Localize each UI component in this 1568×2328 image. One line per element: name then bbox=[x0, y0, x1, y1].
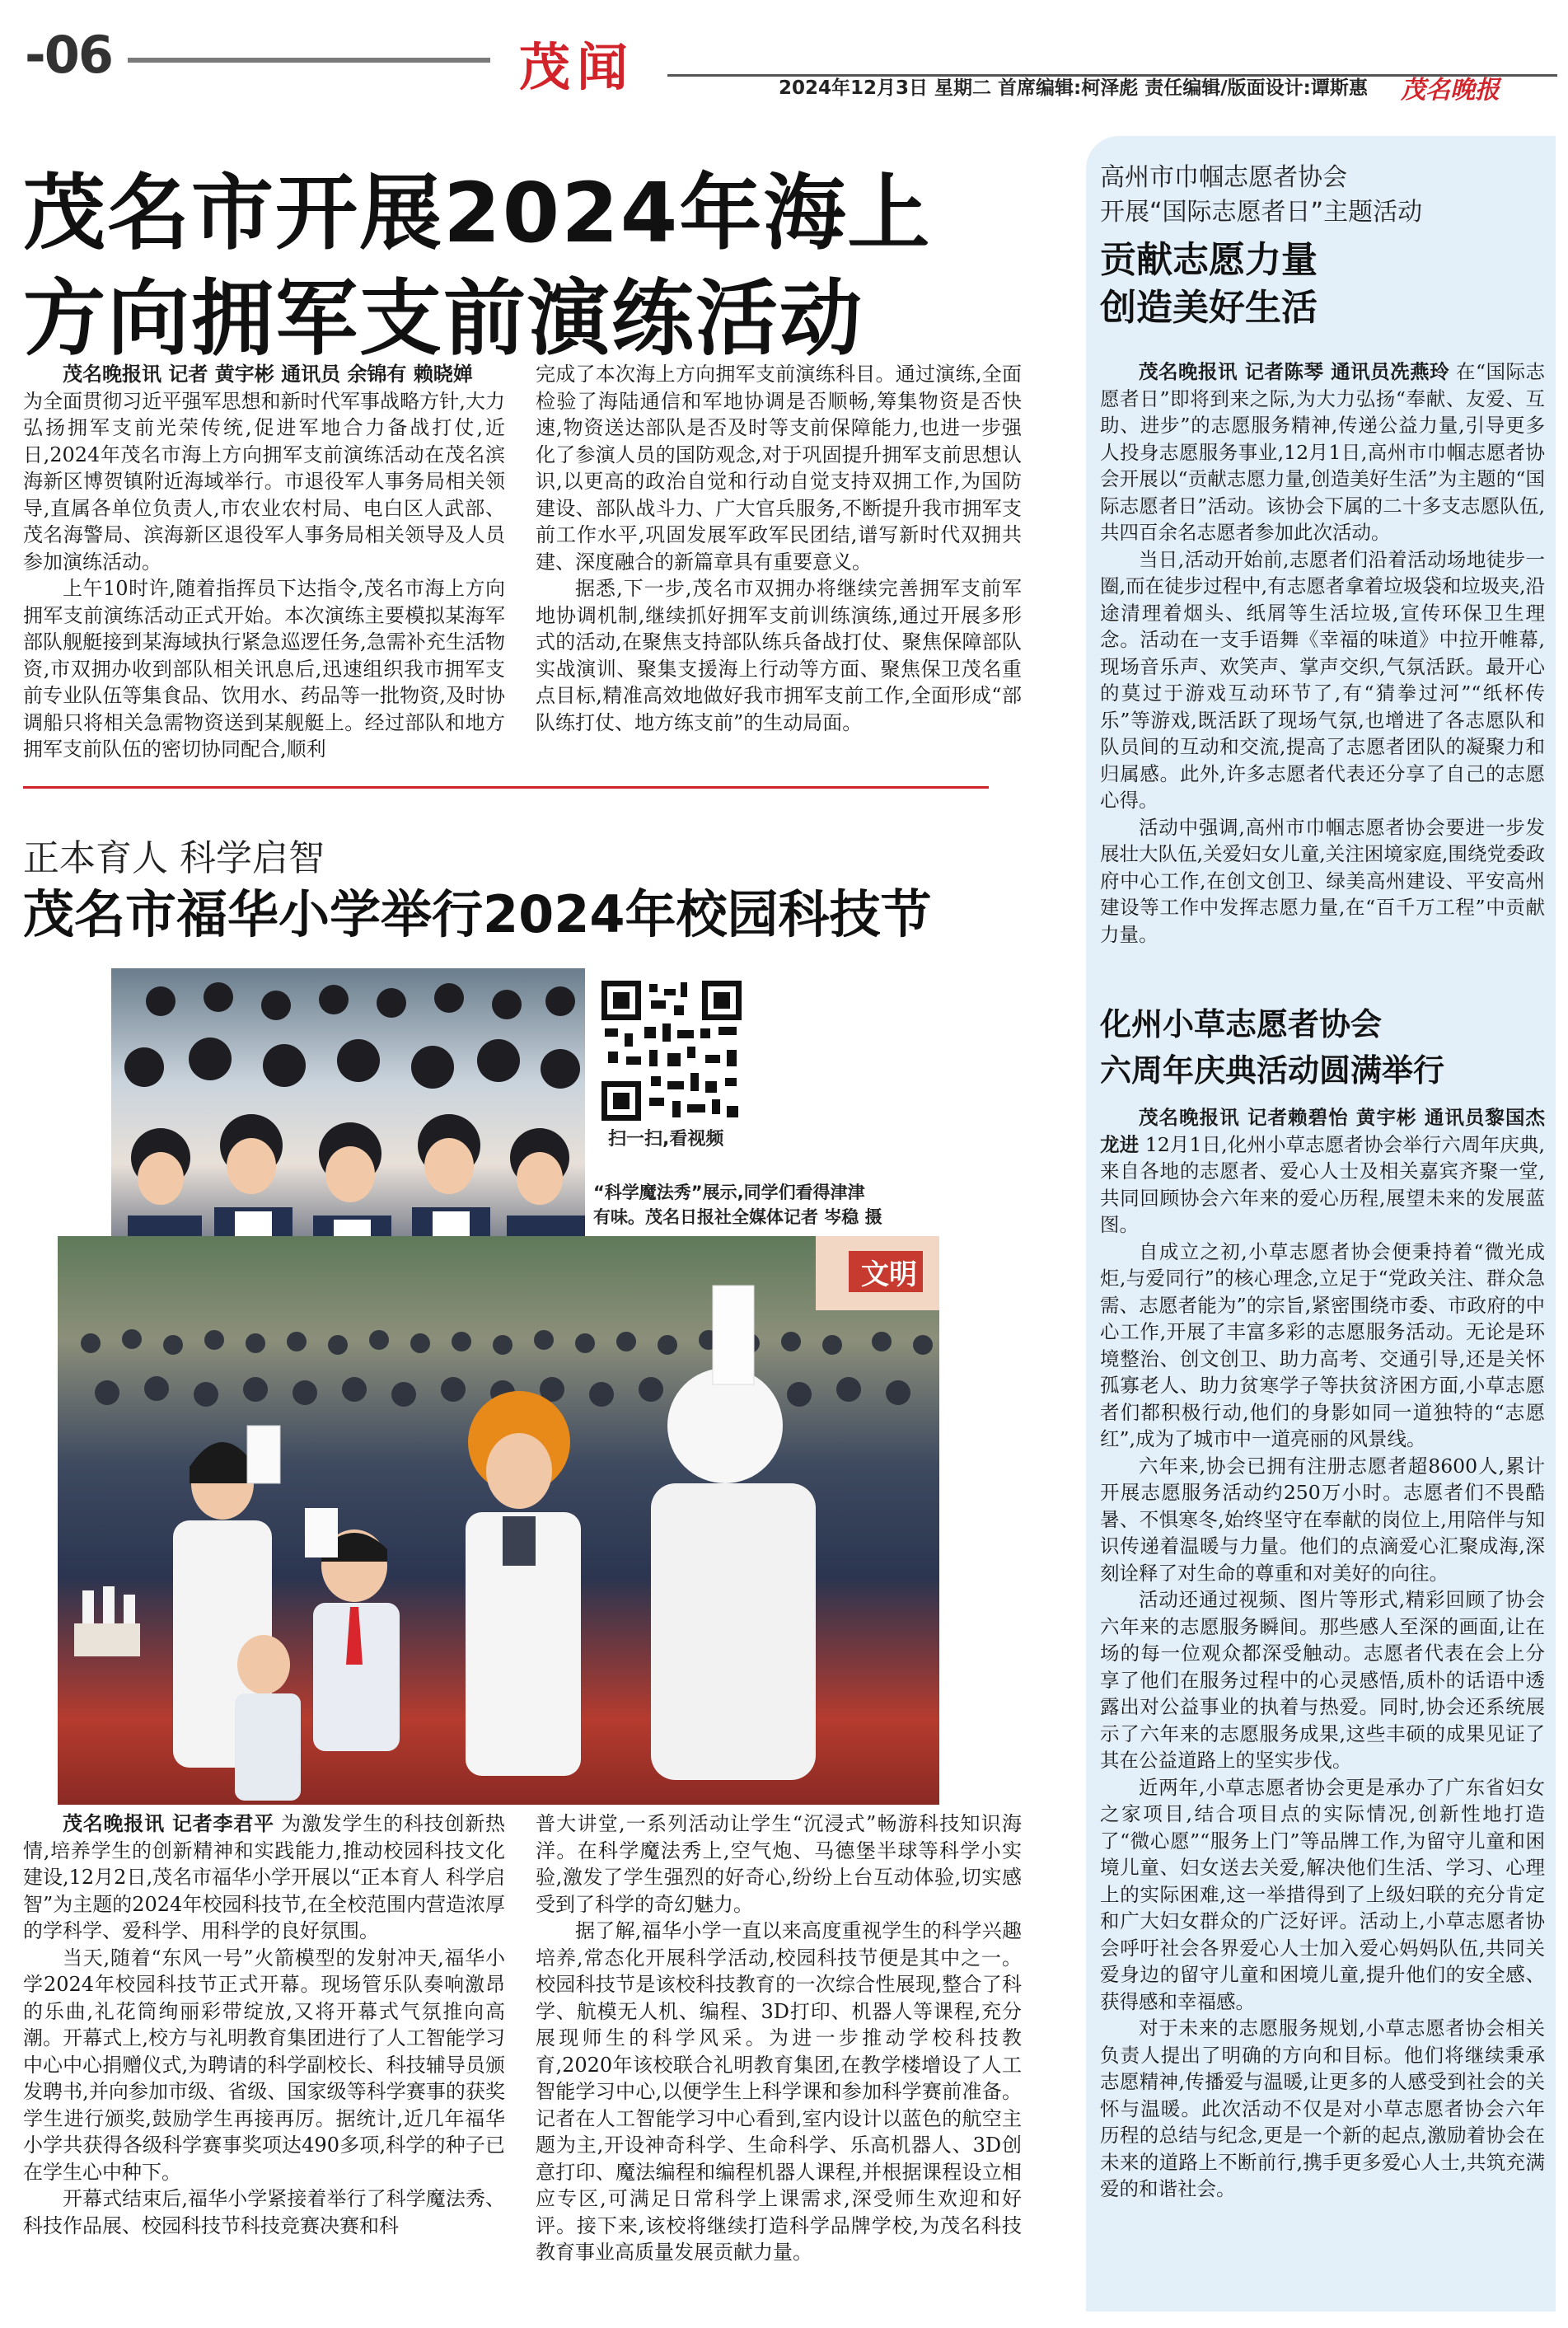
article1-headline bbox=[23, 161, 1078, 372]
article2-headline: 茂名市福华小学举行2024年校园科技节 bbox=[23, 884, 932, 944]
photo-caption-line1: “科学魔法秀”展示,同学们看得津津 bbox=[593, 1183, 865, 1202]
section-name: 茂闻 bbox=[519, 37, 635, 97]
paragraph: 据悉,下一步,茂名市双拥办将继续完善拥军支前军地协调机制,继续抓好拥军支前训练演练,通过开展多形式的活动,在聚焦支持部队练兵备战打仗、聚焦保障部队实战演训、聚集支援海上行动等方面、聚焦保卫茂名重点目标,精准高效地做好我市拥军支前工作,全面形成“部队练打仗、地方练支前”的生动局面。 bbox=[536, 577, 1022, 734]
banner-text: 文明 bbox=[861, 1258, 917, 1291]
article2-column-1 bbox=[23, 1810, 505, 2239]
section-divider bbox=[23, 786, 989, 789]
paragraph: 对于未来的志愿服务规划,小草志愿者协会相关负责人提出了明确的方向和目标。他们将继续秉承志愿精神,传播爱与温暖,让更多的人感受到社会的关怀与温暖。此次活动不仅是对小草志愿者协会六年历程的总结与纪念,更是一个新的起点,激励着协会在未来的道路上不断前行,携手更多爱心人士,共筑充满爱的和谐社会。 bbox=[1100, 2017, 1545, 2200]
article1-column-1 bbox=[23, 361, 505, 763]
photo-caption-line2: 有味。茂名日报社全媒体记者 岑稳 摄 bbox=[593, 1207, 882, 1227]
paragraph: 为激发学生的科技创新热情,培养学生的创新精神和实践能力,推动校园科技文化建设,12月2日,茂名市福华小学开展以“正本育人 科学启智”为主题的2024年校园科技节,在全校范围内营造浓厚的学科学、爱科学、用科学的良好氛围。 bbox=[23, 1812, 505, 1942]
paragraph: 自成立之初,小草志愿者协会便秉持着“微光成炬,与爱同行”的核心理念,立足于“党政关注、群众急需、志愿者能为”的宗旨,紧密围绕市委、市政府的中心工作,开展了丰富多彩的志愿服务活动。无论是环境整治、创文创卫、助力高考、交通引导,还是关怀孤寡老人、助力贫寒学子等扶贫济困方面,小草志愿者们都积极行动,他们的身影如同一道独特的“志愿红”,成为了城市中一道亮丽的风景线。 bbox=[1100, 1239, 1545, 1450]
byline: 茂名晚报讯 记者陈琴 通讯员冼燕玲 bbox=[1139, 360, 1450, 383]
article3-title-line1: 贡献志愿力量 bbox=[1100, 239, 1318, 281]
article4-title bbox=[1100, 1001, 1545, 1094]
article3-title-line2: 创造美好生活 bbox=[1100, 287, 1318, 329]
article3 bbox=[1100, 161, 1545, 332]
qr-label: 扫一扫,看视频 bbox=[608, 1129, 724, 1150]
paragraph: 近两年,小草志愿者协会更是承办了广东省妇女之家项目,结合项目点的实际情况,创新性地打造了“微心愿”“服务上门”等品牌工作,为留守儿童和困境儿童、妇女送去关爱,解决他们生活、学习、心理上的实际困难,这一举措得到了上级妇联的充分肯定和广大妇女群众的广泛好评。活动上,小草志愿者协会呼吁社会各界爱心人士加入爱心妈妈队伍,共同关爱身边的留守儿童和困境儿童,提升他们的安全感、获得感和幸福感。 bbox=[1100, 1775, 1545, 2013]
paragraph: 上午10时许,随着指挥员下达指令,茂名市海上方向拥军支前演练活动正式开始。本次演练主要模拟某海军部队舰艇接到某海域执行紧急巡逻任务,急需补充生活物资,市双拥办收到部队相关讯息后,迅速组织我市拥军支前专业队伍等集食品、饮用水、药品等一批物资,及时协调船只将相关急需物资送到某舰艇上。经过部队和地方拥军支前队伍的密切协同配合,顺利 bbox=[23, 577, 505, 761]
article4-title-line1: 化州小草志愿者协会 bbox=[1100, 1006, 1383, 1042]
article3-body bbox=[1100, 358, 1545, 948]
paragraph: 活动中强调,高州市巾帼志愿者协会要进一步发展壮大队伍,关爱妇女儿童,关注困境家庭,围绕党委政府中心工作,在创文创卫、绿美高州建设、平安高州建设等工作中发挥志愿力量,在“百千万工程”中贡献力量。 bbox=[1100, 815, 1545, 946]
paragraph: 完成了本次海上方向拥军支前演练科目。通过演练,全面检验了海陆通信和军地协调是否顺畅,筹集物资是否快速,物资送达部队是否及时等支前保障能力,也进一步强化了参演人员的国防观念,对于巩固提升拥军支前思想认识,以更高的政治自觉和行动自觉支持双拥工作,为国防建设、部队战斗力、广大官兵服务,不断提升我市拥军支前工作水平,巩固发展军政军民团结,谱写新时代双拥共建、深度融合的新篇章具有重要意义。 bbox=[536, 363, 1022, 574]
headline-line: 茂名市开展2024年海上 bbox=[23, 165, 932, 261]
science-show-photo bbox=[58, 1236, 939, 1805]
headline-line: 方向拥军支前演练活动 bbox=[23, 270, 864, 367]
paragraph: 六年来,协会已拥有注册志愿者超8600人,累计开展志愿服务活动约250万小时。志愿者们不畏酷暑、不惧寒冬,始终坚守在奉献的岗位上,用陪伴与知识传递着温暖与力量。他们的点滴爱心汇聚成海,深刻诠释了对生命的尊重和对美好的向往。 bbox=[1100, 1454, 1545, 1585]
article3-kicker-line1: 高州市巾帼志愿者协会 bbox=[1100, 163, 1347, 192]
byline: 茂名晚报讯 记者李君平 bbox=[63, 1812, 274, 1835]
article2-kicker: 正本育人 科学启智 bbox=[23, 837, 325, 879]
paragraph: 为全面贯彻习近平强军思想和新时代军事战略方针,大力弘扬拥军支前光荣传统,促进军地合力备战打仗,近日,2024年茂名市海上方向拥军支前演练活动在茂名滨海新区博贺镇附近海域举行。市退役军人事务局相关领导,直属各单位负责人,市农业农村局、电白区人武部、茂名海警局、滨海新区退役军人事务局相关领导及人员参加演练活动。 bbox=[23, 389, 505, 574]
article4-body bbox=[1100, 1104, 1545, 2203]
article2-column-2 bbox=[536, 1810, 1022, 2266]
paragraph: 据了解,福华小学一直以来高度重视学生的科学兴趣培养,常态化开展科学活动,校园科技节便是其中之一。校园科技节是该校科技教育的一次综合性展现,整合了科学、航模无人机、编程、3D打印、机器人等课程,充分展现师生的科学风采。为进一步推动学校科技教育,2020年该校联合礼明教育集团,在教学楼增设了人工智能学习中心,以便学生上科学课和参加科学赛前准备。记者在人工智能学习中心看到,室内设计以蓝色的航空主题为主,开设神奇科学、生命科学、乐高机器人、3D创意打印、魔法编程和编程机器人课程,并根据课程设立相应专区,可满足日常科学上课需求,深受师生欢迎和好评。接下来,该校将继续打造科学品牌学校,为茂名科技教育事业高质量发展贡献力量。 bbox=[536, 1919, 1022, 2264]
qr-code-icon bbox=[601, 981, 742, 1121]
paragraph: 当日,活动开始前,志愿者们沿着活动场地徒步一圈,而在徒步过程中,有志愿者拿着垃圾袋和垃圾夹,沿途清理着烟头、纸屑等生活垃圾,宣传环保卫生理念。活动在一支手语舞《幸福的味道》中拉开帷幕,现场音乐声、欢笑声、掌声交织,气氛活跃。最开心的莫过于游戏互动环节了,有“猜拳过河”“纸杯传乐”等游戏,既活跃了现场气氛,也增进了各志愿队和队员间的互动和交流,提高了志愿者团队的凝聚力和归属感。此外,许多志愿者代表还分享了自己的志愿心得。 bbox=[1100, 547, 1545, 812]
qr-code[interactable] bbox=[601, 981, 742, 1121]
science-show-illustration bbox=[58, 1236, 939, 1805]
paragraph: 当天,随着“东风一号”火箭模型的发射冲天,福华小学2024年校园科技节正式开幕。现场管乐队奏响激昂的乐曲,礼花筒绚丽彩带绽放,又将开幕式气氛推向高潮。开幕式上,校方与礼明教育集团进行了人工智能学习中心中心捐赠仪式,为聘请的科学副校长、科技辅导员颁发聘书,并向参加市级、省级、国家级等科学赛事的获奖学生进行颁奖,鼓励学生再接再厉。据统计,近几年福华小学共获得各级科学赛事奖项达490多项,科学的种子已在学生心中种下。 bbox=[23, 1946, 505, 2184]
newspaper-logo: 茂名晚报 bbox=[1401, 76, 1500, 105]
byline: 茂名晚报讯 记者赖碧怡 黄宇彬 通讯员黎国杰 龙进 bbox=[1100, 1106, 1545, 1156]
article4-title-line2: 六周年庆典活动圆满举行 bbox=[1100, 1052, 1445, 1089]
issue-meta: 2024年12月3日 星期二 首席编辑:柯泽彪 责任编辑/版面设计:谭斯惠 bbox=[779, 77, 1368, 99]
paragraph: 活动还通过视频、图片等形式,精彩回顾了协会六年来的志愿服务瞬间。那些感人至深的画面,让在场的每一位观众都深受触动。志愿者代表在会上分享了他们在服务过程中的心灵感悟,质朴的话语中透露出对公益事业的执着与热爱。同时,协会还系统展示了六年来的志愿服务成果,这些丰硕的成果见证了其在公益道路上的坚实步伐。 bbox=[1100, 1588, 1545, 1772]
article3-kicker-line2: 开展“国际志愿者日”主题活动 bbox=[1100, 198, 1423, 227]
byline: 茂名晚报讯 记者 黄宇彬 通讯员 余锦有 赖晓婵 bbox=[63, 363, 473, 386]
paragraph: 12月1日,化州小草志愿者协会举行六周年庆典,来自各地的志愿者、爱心人士及相关嘉宾齐聚一堂,共同回顾协会六年来的爱心历程,展望未来的发展蓝图。 bbox=[1100, 1132, 1546, 1236]
paragraph: 普大讲堂,一系列活动让学生“沉浸式”畅游科技知识海洋。在科学魔法秀上,空气炮、马德堡半球等科学小实验,激发了学生强烈的好奇心,纷纷上台互动体验,切实感受到了科学的奇幻魅力。 bbox=[536, 1812, 1022, 1916]
page-number: -06 bbox=[25, 25, 113, 85]
header-rule bbox=[128, 58, 490, 63]
paragraph: 在“国际志愿者日”即将到来之际,为大力弘扬“奉献、友爱、互助、进步”的志愿服务精神,传递公益力量,引导更多人投身志愿服务事业,12月1日,高州市巾帼志愿者协会开展以“贡献志愿力量,创造美好生活”为主题的“国际志愿者日”活动。该协会下属的二十多支志愿队伍,共四百余名志愿者参加此次活动。 bbox=[1100, 360, 1545, 544]
article1-column-2 bbox=[536, 361, 1022, 736]
paragraph: 开幕式结束后,福华小学紧接着举行了科学魔法秀、科技作品展、校园科技节科技竞赛决赛和科 bbox=[23, 2187, 505, 2237]
